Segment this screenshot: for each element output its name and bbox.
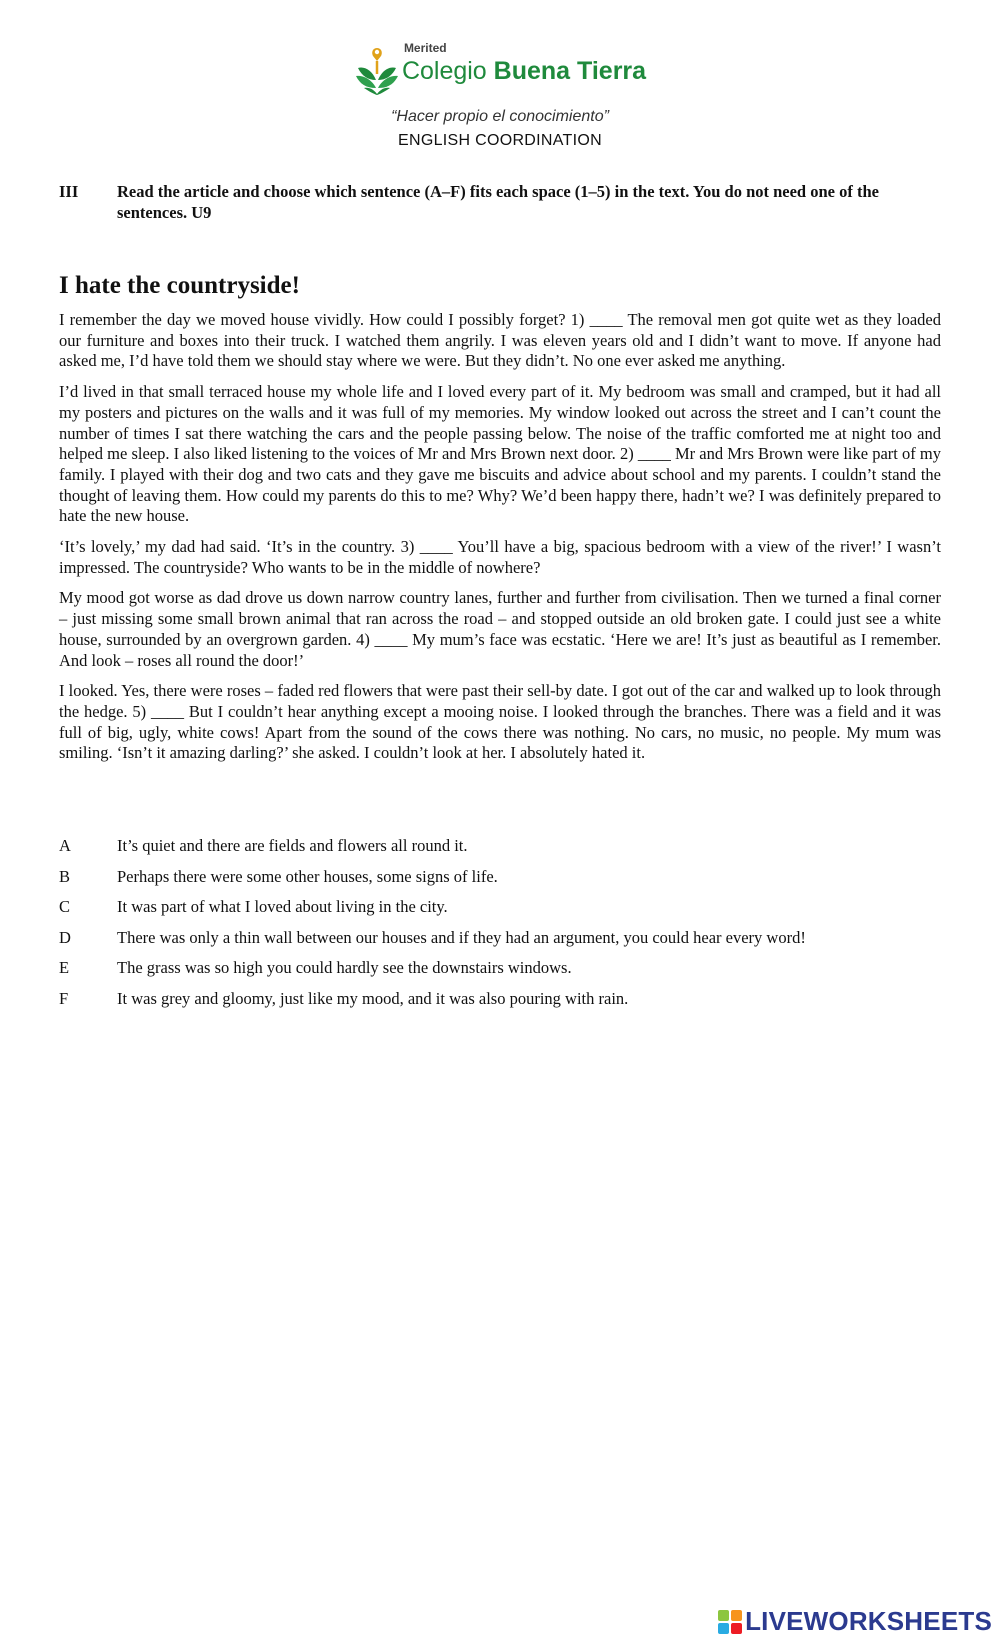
liveworksheets-watermark[interactable] xyxy=(718,1606,992,1637)
option-text: Perhaps there were some other houses, some signs of life. xyxy=(117,866,498,886)
option-letter: F xyxy=(59,988,69,1008)
school-name-block xyxy=(402,40,646,85)
option-text: The grass was so high you could hardly see the downstairs windows. xyxy=(117,958,572,977)
school-name xyxy=(402,57,646,85)
option-letter: E xyxy=(59,958,70,977)
school-logo xyxy=(0,40,1000,96)
option-c xyxy=(59,897,939,917)
article-paragraph: I’d lived in that small terraced house my whole life and I loved every part of it. My bedroom was small and cramped, but it had all my posters and pictures on the walls and it was full of my memories. My window looked out across the street and I can’t count the number of times I sat there watching the cars and the people passing below. The noise of the traffic comforted me at night too and helped me sleep. I also liked listening to the voices of Mr and Mrs Brown next door. 2) ____ Mr and Mrs Brown were like part of my family. I played with their dog and two cats and they gave me biscuits and advice about school and my parents. I couldn’t stand the thought of leaving them. How could my parents do this to me? Why? We’d been happy there, hadn’t we? I was definitely prepared to hate the new house. xyxy=(59,382,941,526)
option-f xyxy=(59,989,939,1009)
article-paragraph: I looked. Yes, there were roses – faded red flowers that were past their sell-by date. I got out of the car and walked up to look through the hedge. 5) ____ But I couldn’t hear anything except a mooing noise. I looked through the branches. There was a field and it was full of big, ugly, white cows! Apart from the sound of the cows there was nothing. No cars, no music, no people. My mum was smiling. ‘Isn’t it amazing darling?’ she asked. I couldn’t look at her. I absolutely hated it. xyxy=(59,681,941,763)
exercise-instruction xyxy=(59,181,939,223)
option-a xyxy=(59,836,939,856)
article-title: I hate the countryside! xyxy=(59,272,300,299)
article xyxy=(59,271,941,774)
option-letter: C xyxy=(59,897,71,916)
article-paragraph: I remember the day we moved house vividly. How could I possibly forget? 1) ____ The removal men got quite wet as they loaded our furniture and boxes into their truck. I watched them angrily. I was eleven years old and I didn’t want to move. If anyone had asked me, I’d have told them we should stay where we were. But they didn’t. No one ever asked me anything. xyxy=(59,310,941,371)
school-header xyxy=(0,40,1000,150)
option-letter: B xyxy=(59,866,71,886)
instruction-text: Read the article and choose which sentence (A–F) fits each space (1–5) in the text. You do not need one of the sentences. U9 xyxy=(117,182,879,222)
exercise-number: III xyxy=(59,182,79,201)
watermark-text: LIVEWORKSHEETS xyxy=(745,1606,992,1636)
school-name-bold: Buena Tierra xyxy=(493,57,647,85)
option-text: It’s quiet and there are fields and flowers all round it. xyxy=(117,836,468,855)
option-letter: A xyxy=(59,836,71,855)
school-motto: “Hacer propio el conocimiento” xyxy=(391,108,609,125)
article-paragraph: My mood got worse as dad drove us down narrow country lanes, further and further from civilisation. Then we turned a final corner – just missing some small brown animal that ran across the road – and stopped outside an old broken gate. I could just see a white house, surrounded by an overgrown garden. 4) ____ My mum’s face was ecstatic. ‘Here we are! It’s just as beautiful as I remember. And look – roses all round the door!’ xyxy=(59,588,941,670)
option-text: There was only a thin wall between our houses and if they had an argument, you could hear every word! xyxy=(117,927,806,947)
option-d xyxy=(59,928,939,948)
answer-options xyxy=(59,836,939,1019)
liveworksheets-logo-icon xyxy=(718,1610,742,1634)
option-text: It was part of what I loved about living in the city. xyxy=(117,897,448,916)
option-text: It was grey and gloomy, just like my mood, and it was also pouring with rain. xyxy=(117,988,629,1008)
option-e xyxy=(59,958,939,978)
option-b xyxy=(59,867,939,887)
article-paragraph: ‘It’s lovely,’ my dad had said. ‘It’s in the country. 3) ____ You’ll have a big, spacious bedroom with a view of the river!’ I wasn’t impressed. The countryside? Who wants to be in the middle of nowhere? xyxy=(59,537,941,577)
merited-label: Merited xyxy=(403,41,447,55)
school-crest-icon xyxy=(354,44,400,96)
school-name-prefix: Colegio xyxy=(401,57,487,85)
option-letter: D xyxy=(59,927,71,947)
coordination-label: ENGLISH COORDINATION xyxy=(398,132,602,149)
